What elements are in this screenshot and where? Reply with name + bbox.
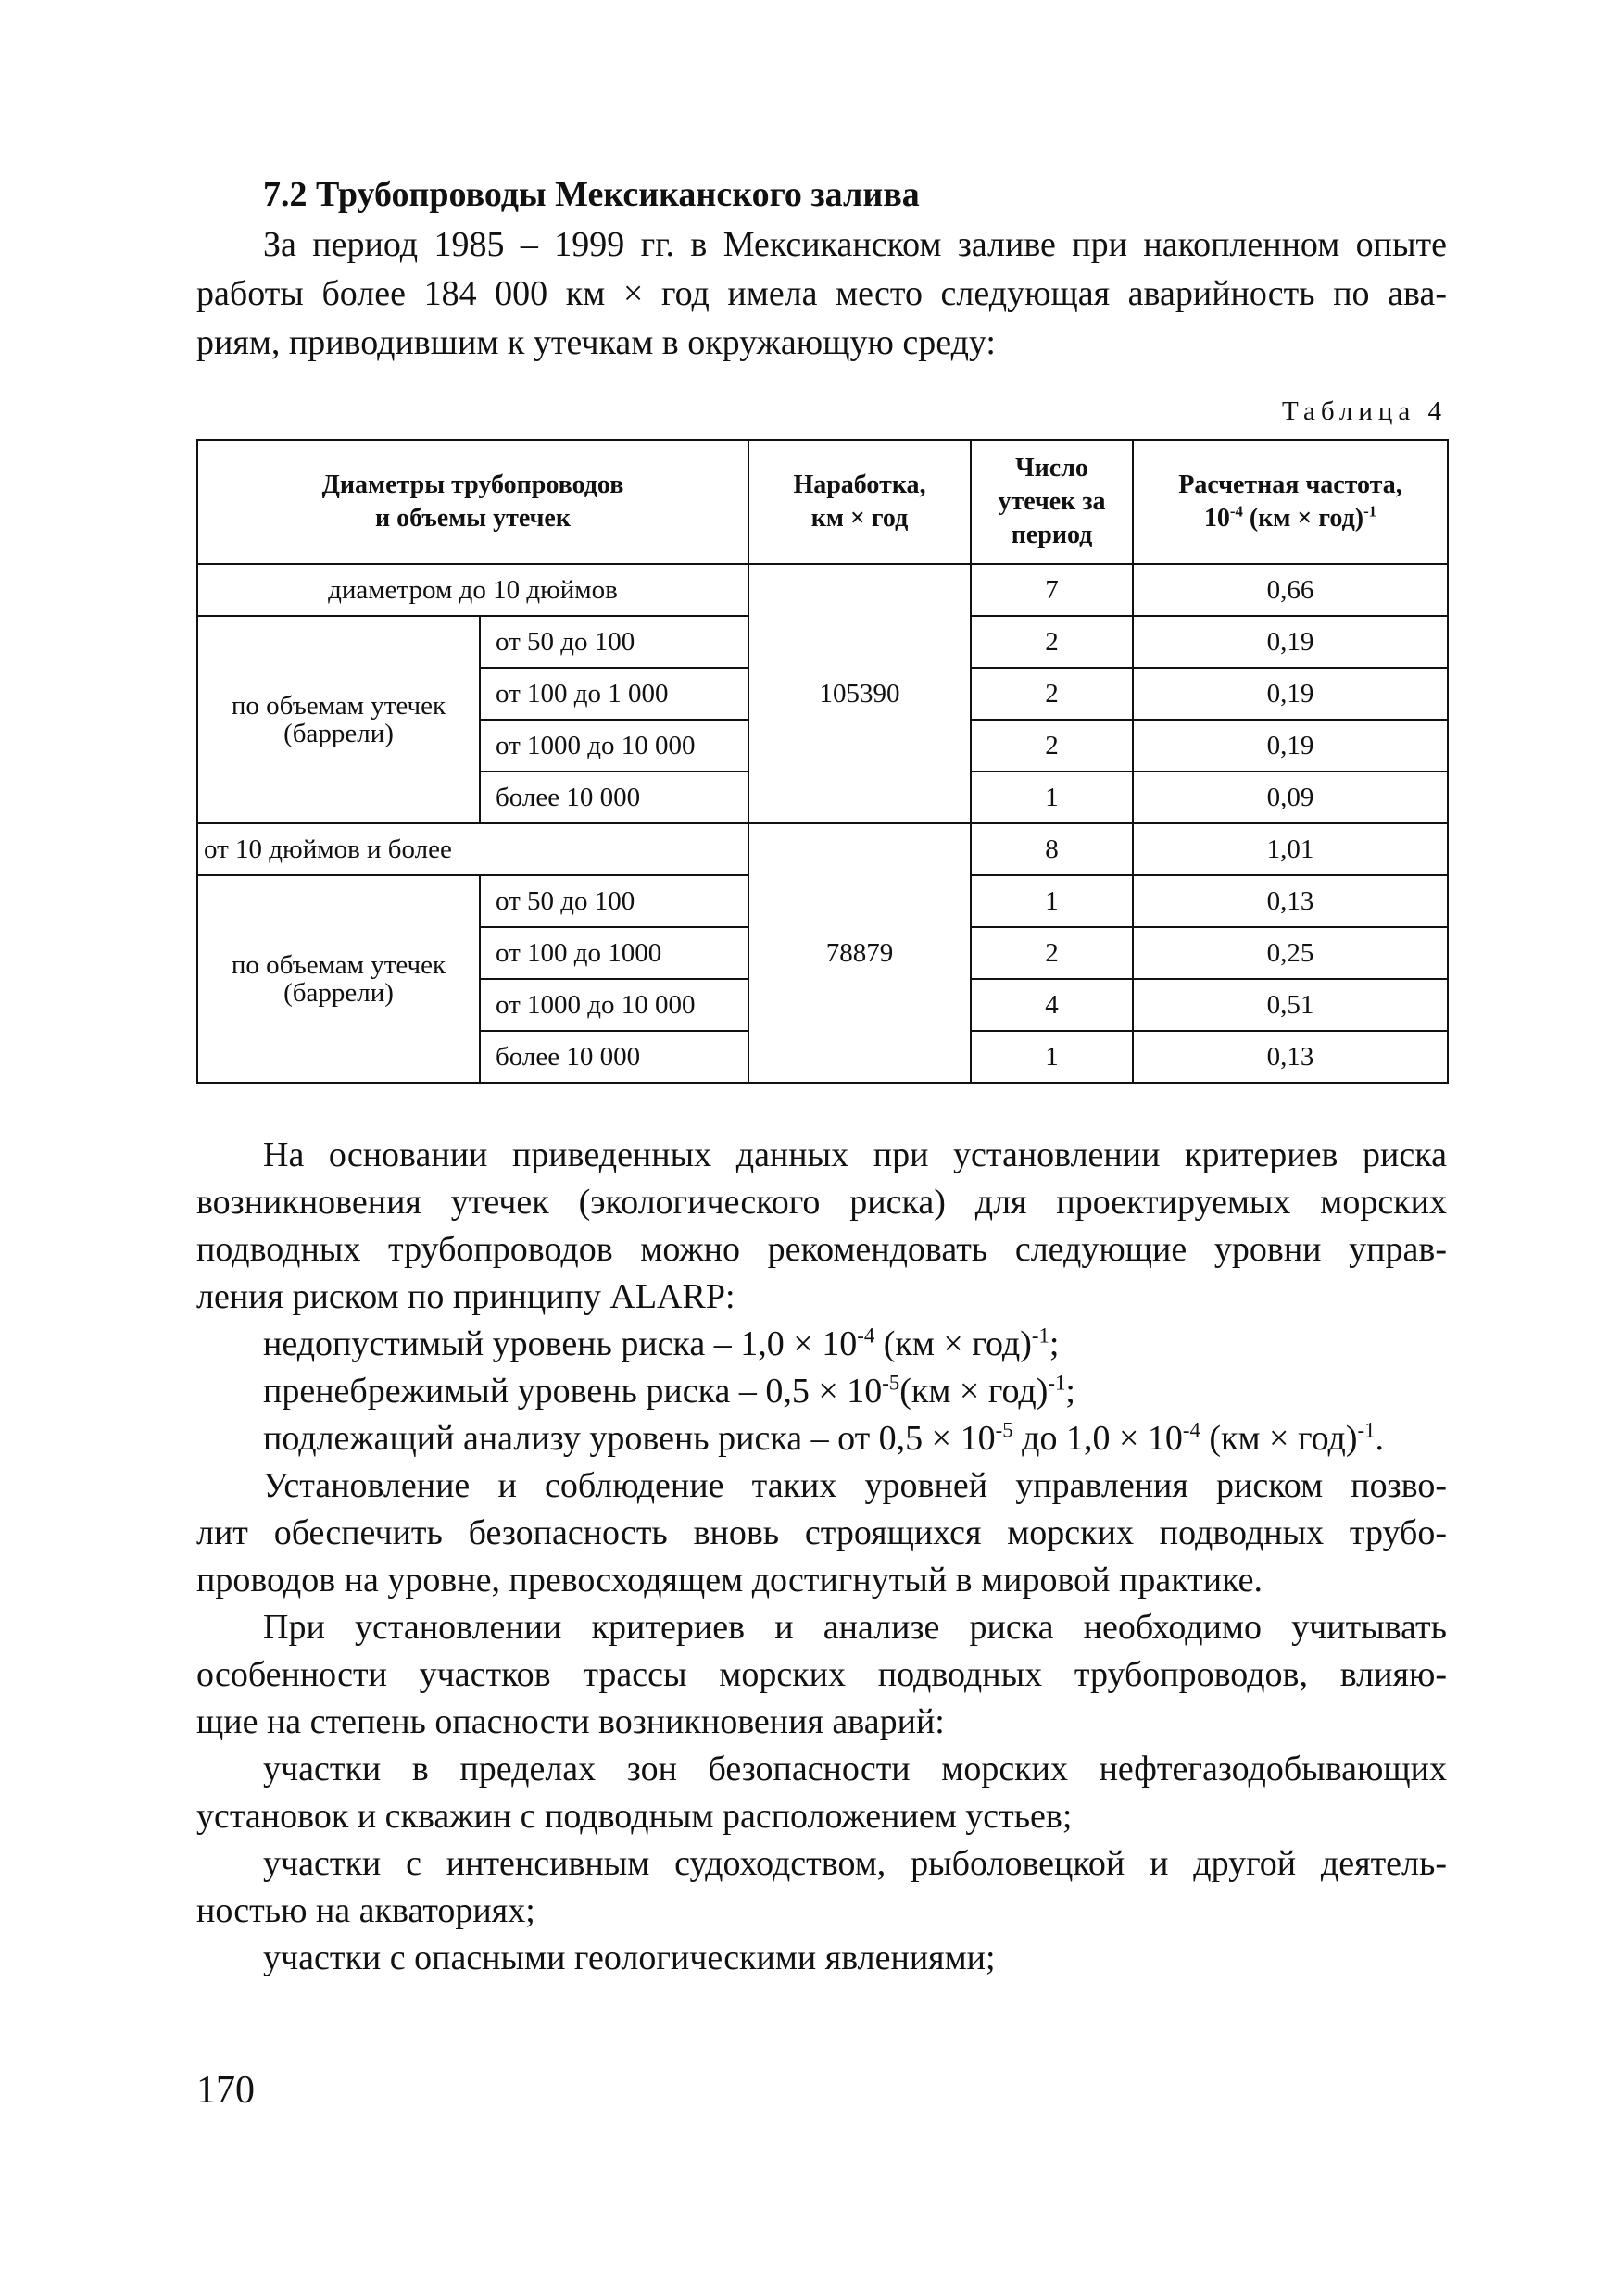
range-cell: от 100 до 1000 — [480, 927, 748, 979]
risk-level-negligible — [196, 1368, 1447, 1415]
text-run: недопустимый уровень риска – 1,0 × 10 — [263, 1324, 858, 1363]
count-cell: 1 — [971, 772, 1133, 823]
range-cell: более 10 000 — [480, 1031, 748, 1083]
header-operating — [748, 440, 971, 564]
list-item-line: участки с интенсивным судоходством, рыболовецкой и другой деятель- — [263, 1844, 1447, 1883]
sub-label-text: (баррели) — [283, 978, 394, 1008]
superscript: -1 — [1031, 1324, 1049, 1348]
count-cell: 8 — [971, 823, 1133, 875]
intro-paragraph — [196, 220, 1447, 368]
header-leak-count — [971, 440, 1133, 564]
count-cell: 4 — [971, 979, 1133, 1031]
header-text: период — [1011, 521, 1093, 549]
header-text: и объемы утечек — [375, 504, 571, 533]
frequency-cell: 0,66 — [1133, 564, 1448, 616]
count-cell: 2 — [971, 668, 1133, 720]
operating-cell: 105390 — [748, 564, 971, 823]
operating-cell: 78879 — [748, 823, 971, 1083]
sub-label-cell — [197, 875, 480, 1083]
risk-level-analysis — [196, 1415, 1447, 1462]
text-run: . — [1375, 1419, 1385, 1458]
superscript: -4 — [1182, 1418, 1200, 1442]
text-run: (км × год) — [874, 1324, 1032, 1363]
count-cell: 2 — [971, 927, 1133, 979]
range-cell: от 50 до 100 — [480, 616, 748, 668]
table-row — [197, 564, 1448, 616]
header-text: Наработка, — [793, 470, 926, 499]
superscript: -4 — [857, 1324, 875, 1348]
section-heading: 7.2 Трубопроводы Мексиканского залива — [263, 175, 920, 214]
group-title-cell: от 10 дюймов и более — [197, 823, 748, 875]
header-text: 10 — [1203, 504, 1230, 533]
header-superscript: -4 — [1229, 502, 1243, 521]
count-cell: 2 — [971, 616, 1133, 668]
count-cell: 1 — [971, 875, 1133, 927]
frequency-cell: 0,13 — [1133, 875, 1448, 927]
range-cell: от 50 до 100 — [480, 875, 748, 927]
intro-line: риям, приводившим к утечкам в окружающую среду: — [196, 323, 996, 362]
paragraph-line: щие на степень опасности возникновения аварий: — [196, 1702, 945, 1741]
frequency-cell: 1,01 — [1133, 823, 1448, 875]
header-text: (км × год) — [1242, 504, 1364, 533]
count-cell: 2 — [971, 720, 1133, 772]
header-frequency — [1133, 440, 1448, 564]
range-cell: от 1000 до 10 000 — [480, 720, 748, 772]
table-row — [197, 823, 1448, 875]
frequency-cell: 0,13 — [1133, 1031, 1448, 1083]
list-item-line: участки в пределах зон безопасности морских нефтегазодобывающих — [263, 1750, 1447, 1788]
text-run: ; — [1065, 1372, 1075, 1411]
header-text: км × год — [810, 504, 909, 533]
text-run: до 1,0 × 10 — [1012, 1419, 1183, 1458]
count-cell: 1 — [971, 1031, 1133, 1083]
header-text: Число — [1015, 454, 1088, 483]
paragraph-line: проводов на уровне, превосходящем достигнутый в мировой практике. — [196, 1561, 1263, 1600]
sub-label-cell — [197, 616, 480, 823]
superscript: -5 — [995, 1418, 1013, 1442]
count-cell: 7 — [971, 564, 1133, 616]
intro-line: За период 1985 – 1999 гг. в Мексиканском заливе при накопленном опыте — [263, 225, 1447, 264]
table-header-row — [197, 440, 1448, 564]
leak-statistics-table — [196, 439, 1449, 1084]
text-run: (км × год) — [1200, 1419, 1358, 1458]
superscript: -1 — [1048, 1371, 1066, 1395]
header-diameters — [197, 440, 748, 564]
range-cell: более 10 000 — [480, 772, 748, 823]
intro-line: работы более 184 000 км × год имела место следующая аварийность по ава- — [196, 274, 1447, 313]
frequency-cell: 0,25 — [1133, 927, 1448, 979]
range-cell: от 100 до 1 000 — [480, 668, 748, 720]
text-run: пренебрежимый уровень риска – 0,5 × 10 — [263, 1372, 883, 1411]
list-item-line: участки с опасными геологическими явлениями; — [263, 1938, 996, 1977]
frequency-cell: 0,19 — [1133, 720, 1448, 772]
sub-label-text: по объемам утечек — [231, 950, 446, 980]
header-superscript: -1 — [1363, 502, 1377, 521]
sub-label-text: (баррели) — [283, 719, 394, 748]
text-run: подлежащий анализу уровень риска – от 0,5 × 10 — [263, 1419, 996, 1458]
group-title-cell: диаметром до 10 дюймов — [197, 564, 748, 616]
frequency-cell: 0,09 — [1133, 772, 1448, 823]
header-text: Расчетная частота, — [1178, 470, 1402, 499]
sub-label-text: по объемам утечек — [231, 691, 446, 721]
list-item-line: установок и скважин с подводным расположением устьев; — [196, 1797, 1073, 1836]
list-item-line: ностью на акваториях; — [196, 1891, 535, 1930]
header-text: Диаметры трубопроводов — [321, 470, 624, 499]
frequency-cell: 0,19 — [1133, 668, 1448, 720]
paragraph-line: При установлении критериев и анализе риска необходимо учитывать — [263, 1608, 1447, 1647]
paragraph-line: возникновения утечек (экологического риска) для проектируемых морских — [196, 1183, 1447, 1222]
text-run: (км × год) — [899, 1372, 1049, 1411]
risk-level-unacceptable — [196, 1321, 1447, 1368]
frequency-cell: 0,19 — [1133, 616, 1448, 668]
table-label: Таблица 4 — [1281, 396, 1447, 426]
superscript: -5 — [882, 1371, 900, 1395]
header-text: утечек за — [998, 487, 1106, 516]
paragraph-line: ления риском по принципу ALARP: — [196, 1277, 735, 1316]
paragraph-line: На основании приведенных данных при установлении критериев риска — [263, 1135, 1447, 1174]
text-run: ; — [1049, 1324, 1060, 1363]
superscript: -1 — [1357, 1418, 1376, 1442]
paragraph-line: Установление и соблюдение таких уровней управления риском позво- — [263, 1466, 1447, 1505]
paragraph-line: лит обеспечить безопасность вновь строящихся морских подводных трубо- — [196, 1513, 1447, 1552]
paragraph-line: особенности участков трассы морских подводных трубопроводов, влияю- — [196, 1655, 1447, 1694]
range-cell: от 1000 до 10 000 — [480, 979, 748, 1031]
frequency-cell: 0,51 — [1133, 979, 1448, 1031]
page-number: 170 — [196, 2069, 255, 2112]
paragraph-line: подводных трубопроводов можно рекомендовать следующие уровни управ- — [196, 1230, 1447, 1269]
body-text — [196, 1132, 1447, 1982]
